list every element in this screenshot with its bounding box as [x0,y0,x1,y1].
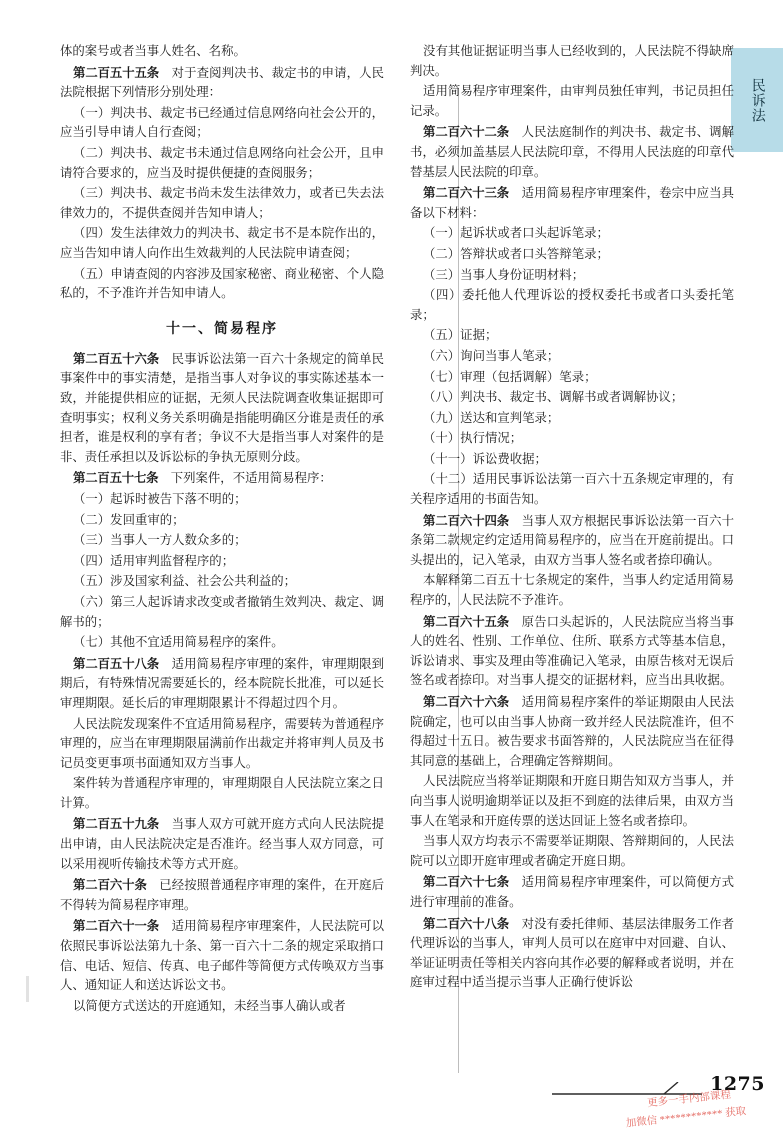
paragraph: 人民法院应当将举证期限和开庭日期告知双方当事人，并向当事人说明逾期举证以及拒不到庭的法律后果，由双方当事人在笔录和开庭传票的送达回证上签名或者捺印。 [410,774,734,828]
article-255 [60,63,384,103]
paragraph-continuation: 没有其他证据证明当事人已经收到的，人民法院不得缺席判决。 [410,44,734,78]
article-item: （一）起诉状或者口头起诉笔录； [423,226,609,241]
paragraph: 以简便方式送达的开庭通知，未经当事人确认或者 [73,998,346,1013]
chapter-thumb-tab: 民诉法 [731,48,783,152]
article-text: 人民法庭制作的判决书、裁定书、调解书，必须加盖基层人民法院印章，不得用人民法庭的印章代替基层人民法院的印章。 [410,125,735,179]
article-number: 第二百六十八条 [423,915,510,931]
article-text: 原告口头起诉的，人民法院应当将当事人的姓名、性别、工作单位、住所、联系方式等基本信息，诉讼请求、事实及理由等准确记入笔录，由原告核对无误后签名或者捺印。对当事人提交的证据材料，应当出具收据。 [410,614,735,688]
paragraph: 案件转为普通程序审理的，审理期限自人民法院立案之日计算。 [60,776,384,810]
article-268 [410,914,734,993]
article-item: （八）判决书、裁定书、调解书或者调解协议； [423,390,684,405]
article-266 [410,692,734,771]
article-text: 适用简易程序审理案件，可以简便方式进行审理前的准备。 [410,875,735,909]
article-text: 下列案件，不适用简易程序： [170,471,332,486]
article-item: （二）发回重审的； [73,512,185,527]
article-text: 当事人双方可就开庭方式向人民法院提出申请，由人民法院决定是否准许。经当事人双方同意，可以采用视听传输技术等方式开庭。 [60,817,385,871]
article-text: 对没有委托律师、基层法律服务工作者代理诉讼的当事人，审判人员可以在庭审中对回避、自认、举证证明责任等相关内容向其作必要的解释或者说明，并在庭审过程中适当提示当事人正确行使诉讼 [410,916,735,990]
article-258 [60,654,384,714]
article-number: 第二百五十九条 [73,816,160,832]
article-267 [410,872,734,912]
article-260 [60,875,384,915]
article-259 [60,814,384,874]
article-262 [410,122,734,182]
article-item: （四）委托他人代理诉讼的授权委托书或者口头委托笔录； [410,288,734,322]
article-number: 第二百六十一条 [73,918,160,934]
article-item: （三）当事人身份证明材料； [423,267,585,282]
article-text: 适用简易程序审理案件，人民法院可以依照民事诉讼法第九十条、第一百六十二条的规定采取捎口信、电话、短信、传真、电子邮件等简便方式传唤双方当事人、通知证人和送达诉讼文书。 [60,919,385,993]
article-261 [60,916,384,995]
watermark-text: 加微信 ************ 获取 [625,1106,747,1130]
paragraph: 适用简易程序审理案件，由审判员独任审判，书记员担任记录。 [410,84,734,118]
article-item: （四）适用审判监督程序的； [73,553,235,568]
article-item: （五）涉及国家利益、社会公共利益的； [73,574,297,589]
two-column-body [60,42,749,1042]
article-item: （四）发生法律效力的判决书、裁定书不是本院作出的，应当告知申请人向作出生效裁判的人民法院申请查阅； [60,226,384,260]
article-item: （六）询问当事人笔录； [423,348,560,363]
article-number: 第二百五十七条 [73,470,159,486]
paragraph: 人民法院发现案件不宜适用简易程序，需要转为普通程序审理的，应当在审理期限届满前作出裁定并将审判人员及书记员变更事项书面通知双方当事人。 [60,716,384,770]
article-text: 适用简易程序案件的举证期限由人民法院确定，也可以由当事人协商一致并经人民法院准许，但不得超过十五日。被告要求书面答辩的，人民法院应当在征得其同意的基础上，合理确定答辩期间。 [410,695,735,768]
article-item: （十二）适用民事诉讼法第一百六十五条规定审理的，有关程序适用的书面告知。 [410,472,734,507]
article-257 [60,468,384,489]
article-item: （九）送达和宣判笔录； [423,410,560,425]
page-number: 1275 [710,1073,765,1095]
section-heading: 十一、简易程序 [166,320,278,337]
article-256 [60,349,384,468]
watermark-text-secondary: 更多一手内部课程 [646,1089,732,1110]
article-item: （三）判决书、裁定书尚未发生法律效力，或者已失去法律效力的，不提供查阅并告知申请人； [60,186,384,220]
article-item: （十一）诉讼费收据； [423,451,547,466]
article-number: 第二百五十八条 [73,655,160,671]
article-item: （五）申请查阅的内容涉及国家秘密、商业秘密、个人隐私的，不予准许并告知申请人。 [60,266,384,301]
article-number: 第二百六十六条 [423,694,510,709]
article-item: （六）第三人起诉请求改变或者撤销生效判决、裁定、调解书的； [60,594,384,629]
article-264 [410,511,734,571]
article-item: （一）判决书、裁定书已经通过信息网络向社会公开的，应当引导申请人自行查阅； [60,105,384,140]
article-item: （二）答辩状或者口头答辩笔录； [423,246,609,261]
article-text: 已经按照普通程序审理的案件，在开庭后不得转为简易程序审理。 [60,878,385,912]
article-item: （七）审理（包括调解）笔录； [423,369,597,384]
article-text: 对于查阅判决书、裁定书的申请，人民法院根据下列情形分别处理： [60,65,385,100]
article-item: （十）执行情况； [423,431,523,446]
article-number: 第二百六十七条 [423,874,510,890]
article-number: 第二百六十三条 [423,185,510,201]
paragraph: 本解释第二百五十七条规定的案件，当事人约定适用简易程序的，人民法院不予准许。 [410,573,734,608]
paragraph: 当事人双方均表示不需要举证期限、答辩期间的，人民法院可以立即开庭审理或者确定开庭日期。 [410,834,734,868]
article-number: 第二百六十五条 [423,613,510,629]
right-column [410,42,734,1042]
article-item: （一）起诉时被告下落不明的； [73,491,247,506]
article-number: 第二百六十二条 [423,124,510,140]
article-item: （三）当事人一方人数众多的； [73,533,247,548]
article-number: 第二百五十六条 [73,350,160,366]
article-text: 适用简易程序审理案件，卷宗中应当具备以下材料： [410,186,735,220]
article-item: （五）证据； [423,328,498,343]
page-edge-mark [26,976,29,1002]
paragraph-continuation: 体的案号或者当事人姓名、名称。 [60,44,246,58]
article-265 [410,612,734,691]
article-263 [410,183,734,223]
article-text: 民事诉讼法第一百六十条规定的简单民事案件中的事实清楚，是指当事人对争议的事实陈述基本一致，并能提供相应的证据，无须人民法院调查收集证据即可查明事实；权利义务关系明确是指能明确区分谁是责任的承担者，谁是权利的享有者；争议不大是指当事人对案件的是非、责任承担以及诉讼标的争执无原则分歧。 [60,351,385,464]
article-number: 第二百五十五条 [73,64,160,80]
article-number: 第二百六十条 [73,877,147,893]
article-number: 第二百六十四条 [423,512,510,528]
article-item: （二）判决书、裁定书未通过信息网络向社会公开，且申请符合要求的，应当及时提供便捷的查阅服务； [60,145,384,180]
left-column [60,42,384,1042]
article-text: 适用简易程序审理的案件，审理期限到期后，有特殊情况需要延长的，经本院院长批准，可以延长审理期限。延长后的审理期限累计不得超过四个月。 [60,656,385,710]
article-item: （七）其他不宜适用简易程序的案件。 [73,635,284,650]
article-text: 当事人双方根据民事诉讼法第一百六十条第二款规定约定适用简易程序的，应当在开庭前提出。口头提出的，记入笔录，由双方当事人签名或者捺印确认。 [410,513,735,567]
